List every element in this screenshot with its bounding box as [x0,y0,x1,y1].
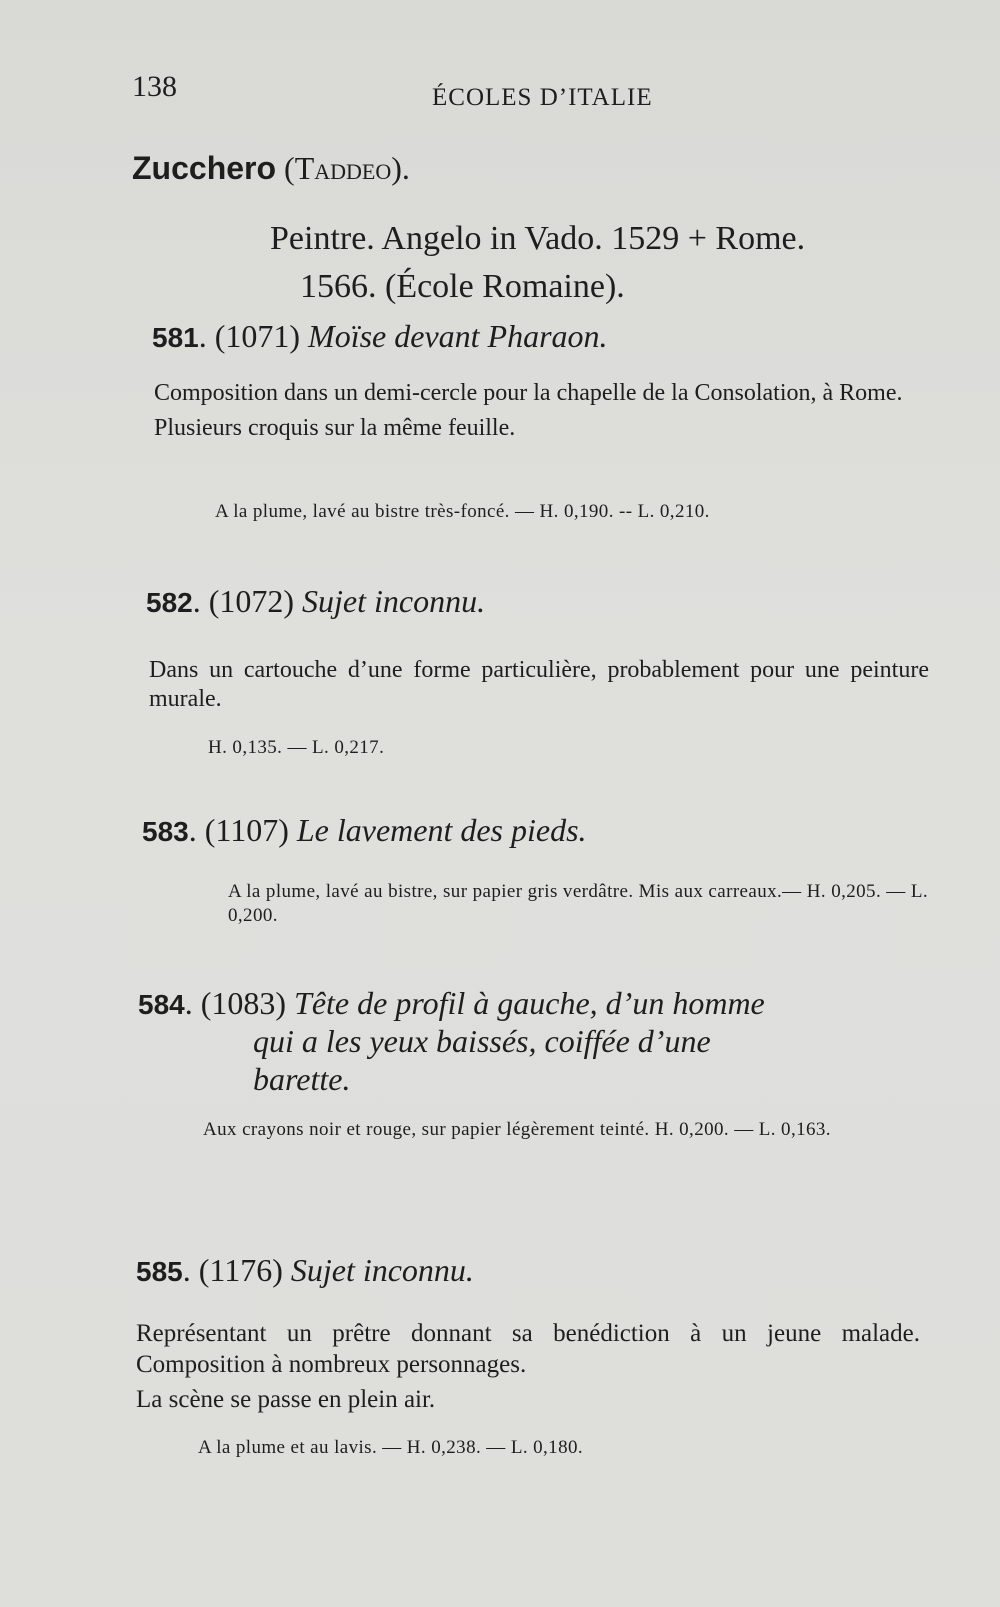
description-paragraph: Dans un cartouche d’une forme particulière, probablement pour une peinture murale. [149,657,929,712]
entry-number: 581 [152,322,199,353]
bio-line: 1566. (École Romaine). [300,268,625,305]
entry-584-technique: Aux crayons noir et rouge, sur papier légèrement teinté. H. 0,200. — L. 0,163. [203,1119,831,1140]
entry-title: Moïse devant Pharaon. [308,318,608,354]
artist-biography [270,215,960,311]
entry-title: Le lavement des pieds. [296,812,587,848]
description-paragraph: Composition dans un demi-cercle pour la chapelle de la Consolation, à Rome. [154,380,903,406]
entry-number: 585 [136,1256,183,1287]
running-title: ÉCOLES D’ITALIE [432,84,653,111]
entry-ref: (1083) [200,985,287,1021]
artist-paren-open: ( [284,150,295,186]
entry-title: Sujet inconnu. [290,1252,474,1288]
entry-585-technique: A la plume et au lavis. — H. 0,238. — L. 0,180. [198,1437,584,1458]
entry-582-technique: H. 0,135. — L. 0,217. [208,737,385,758]
artist-heading [132,150,410,187]
entry-title-continued: barette. [253,1061,351,1097]
entry-number: 583 [142,816,189,847]
entry-585-description [108,1318,920,1415]
entry-title: Sujet inconnu. [302,583,486,619]
entry-number: 582 [146,587,193,618]
entry-581-heading: 581. (1071) Moïse devant Pharaon. [152,318,608,354]
entry-584-heading: 584. (1083) Tête de profil à gauche, d’un homme qui a les yeux baissés, coiffée d’une barette. [138,985,765,1097]
entry-ref: (1176) [198,1252,283,1288]
artist-paren-close: ). [391,150,410,186]
entry-585-heading: 585. (1176) Sujet inconnu. [136,1252,474,1288]
entry-number: 584 [138,989,185,1020]
entry-ref: (1107) [204,812,289,848]
entry-581-technique: A la plume, lavé au bistre très-foncé. — H. 0,190. -- L. 0,210. [215,501,710,522]
entry-ref: (1071) [214,318,301,354]
entry-ref: (1072) [208,583,295,619]
entry-582-heading: 582. (1072) Sujet inconnu. [146,583,486,619]
entry-title: Tête de profil à gauche, d’un homme [294,985,765,1021]
artist-first-name: Taddeo [294,150,392,186]
bio-line: Peintre. Angelo in Vado. 1529 + Rome. [270,220,806,257]
description-paragraph: Représentant un prêtre donnant sa benédiction à un jeune malade. Composition à nombreux personnages. [136,1320,920,1378]
entry-582-description [121,656,929,714]
description-paragraph: La scène se passe en plein air. [136,1386,436,1413]
artist-surname: Zucchero [132,150,277,186]
entry-title-continued: qui a les yeux baissés, coiffée d’une [253,1023,711,1059]
description-paragraph: Plusieurs croquis sur la même feuille. [154,415,516,441]
entry-583-technique: A la plume, lavé au bistre, sur papier gris verdâtre. Mis aux carreaux.— H. 0,205. — L. 0,200. [228,881,928,926]
page-number: 138 [132,70,177,103]
entry-583-heading: 583. (1107) Le lavement des pieds. [142,812,587,848]
entry-581-description [126,379,934,443]
